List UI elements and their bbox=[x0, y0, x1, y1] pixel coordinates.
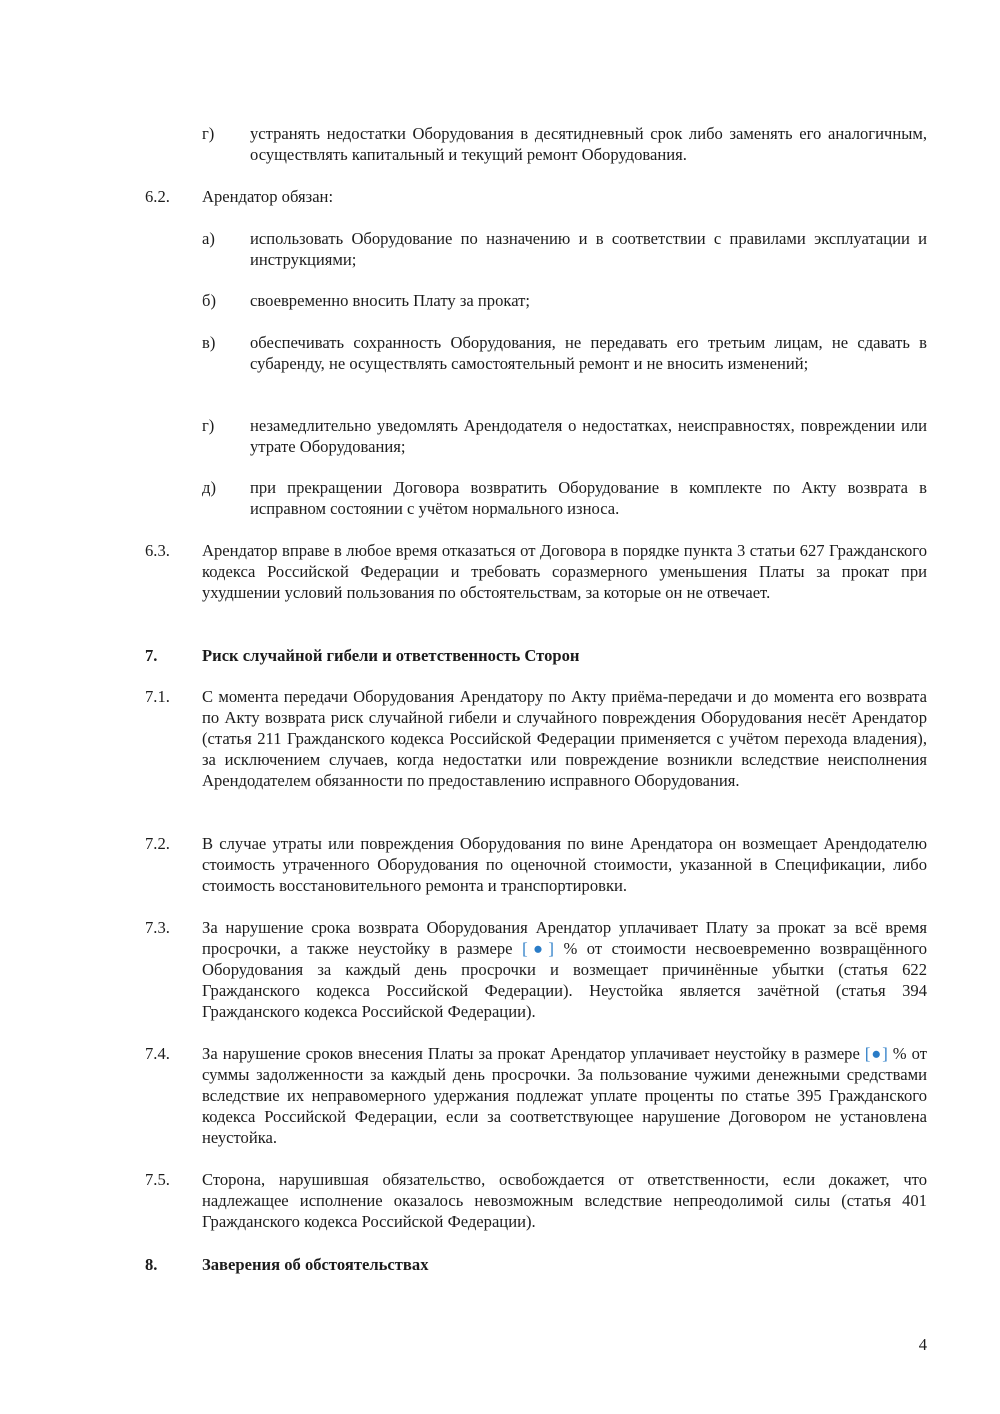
section-number: 7. bbox=[145, 646, 158, 665]
section-8-heading bbox=[145, 1254, 927, 1275]
section-title: Риск случайной гибели и ответственность Сторон bbox=[202, 646, 580, 665]
clause-text-part: За нарушение срока возврата Оборудования Арендатор уплачивает Плату за прокат за всё время просрочки, а также неустойку в размере bbox=[202, 918, 927, 958]
clause-6-2-g bbox=[202, 415, 927, 457]
list-marker: б) bbox=[202, 291, 216, 310]
clause-6-2-b bbox=[202, 290, 927, 311]
clause-text: при прекращении Договора возвратить Оборудование в комплекте по Акту возврата в исправном состоянии с учётом нормального износа. bbox=[250, 478, 927, 518]
section-title: Заверения об обстоятельствах bbox=[202, 1255, 429, 1274]
clause-text: В случае утраты или повреждения Оборудования по вине Арендатора он возмещает Арендодателю стоимость утраченного Оборудования по оценочной стоимости, указанной в Спецификации, либо стоимость восстановительного ремонта и транспортировки. bbox=[202, 834, 927, 895]
amount-placeholder: [●] bbox=[864, 1044, 888, 1063]
clause-text: Сторона, нарушившая обязательство, освобождается от ответственности, если докажет, что надлежащее исполнение оказалось невозможным вследствие непреодолимой силы (статья 401 Гражданского кодекса Российской Федерации). bbox=[202, 1170, 927, 1231]
clause-text bbox=[202, 1043, 927, 1148]
clause-number: 7.2. bbox=[145, 834, 170, 853]
clause-number: 7.5. bbox=[145, 1170, 170, 1189]
clause-text: своевременно вносить Плату за прокат; bbox=[250, 291, 530, 310]
clause-7-4 bbox=[145, 1043, 927, 1148]
clause-7-3 bbox=[145, 917, 927, 1022]
clause-7-1 bbox=[145, 686, 927, 791]
clause-6-2-a bbox=[202, 228, 927, 270]
clause-number: 7.4. bbox=[145, 1044, 170, 1063]
clause-6-2-v bbox=[202, 332, 927, 374]
clause-text: незамедлительно уведомлять Арендодателя о недостатках, неисправностях, повреждении или утрате Оборудования; bbox=[250, 416, 927, 456]
clause-6-2-d bbox=[202, 477, 927, 519]
clause-text: устранять недостатки Оборудования в десятидневный срок либо заменять его аналогичным, осуществлять капитальный и текущий ремонт Оборудования. bbox=[250, 124, 927, 164]
clause-text: обеспечивать сохранность Оборудования, не передавать его третьим лицам, не сдавать в субаренду, не осуществлять самостоятельный ремонт и не вносить изменений; bbox=[250, 333, 927, 373]
section-7-heading bbox=[145, 645, 927, 666]
clause-text: использовать Оборудование по назначению и в соответствии с правилами эксплуатации и инструкциями; bbox=[250, 229, 927, 269]
clause-text: Арендатор вправе в любое время отказаться от Договора в порядке пункта 3 статьи 627 Гражданского кодекса Российской Федерации и требовать соразмерного уменьшения Платы за прокат при ухудшении условий пользования по обстоятельствам, за которые он не отвечает. bbox=[202, 541, 927, 602]
clause-text-part: % от суммы задолженности за каждый день просрочки. За пользование чужими денежными средствами вследствие их неправомерного удержания подлежат уплате проценты по статье 395 Гражданского кодекса Российской Федерации, если за соответствующее нарушение Договором не установлена неустойка. bbox=[202, 1044, 928, 1147]
list-marker: в) bbox=[202, 333, 216, 352]
clause-7-5 bbox=[145, 1169, 927, 1232]
clause-6-3 bbox=[145, 540, 927, 603]
clause-text bbox=[202, 917, 927, 1022]
clause-text: С момента передачи Оборудования Арендатору по Акту приёма-передачи и до момента его возврата по Акту возврата риск случайной гибели и случайного повреждения Оборудования несёт Арендатор (статья 211 Гражданского кодекса Российской Федерации применяется с учётом перехода владения), за исключением случаев, когда недостатки или повреждение возникли вследствие неисполнения Арендодателем обязанности по предоставлению исправного Оборудования. bbox=[202, 687, 927, 790]
clause-text: Арендатор обязан: bbox=[202, 187, 334, 206]
clause-text-part: За нарушение сроков внесения Платы за прокат Арендатор уплачивает неустойку в размере bbox=[202, 1044, 865, 1063]
section-number: 8. bbox=[145, 1255, 158, 1274]
list-marker: д) bbox=[202, 478, 216, 497]
clause-number: 6.2. bbox=[145, 187, 170, 206]
amount-placeholder: [●] bbox=[522, 939, 554, 958]
list-marker: г) bbox=[202, 124, 215, 143]
clause-number: 7.1. bbox=[145, 687, 170, 706]
clause-7-2 bbox=[145, 833, 927, 896]
clause-6-1-g bbox=[202, 123, 927, 165]
clause-number: 7.3. bbox=[145, 918, 170, 937]
page-number: 4 bbox=[918, 1335, 927, 1354]
clause-6-2 bbox=[145, 186, 927, 207]
list-marker: г) bbox=[202, 416, 215, 435]
list-marker: а) bbox=[202, 229, 215, 248]
clause-number: 6.3. bbox=[145, 541, 170, 560]
clause-text-part: % от стоимости несвоевременно возвращённого Оборудования за каждый день просрочки и возмещает причинённые убытки (статья 622 Гражданского кодекса Российской Федерации). Неустойка является зачётной (статья 394 Гражданского кодекса Российской Федерации). bbox=[202, 939, 928, 1021]
